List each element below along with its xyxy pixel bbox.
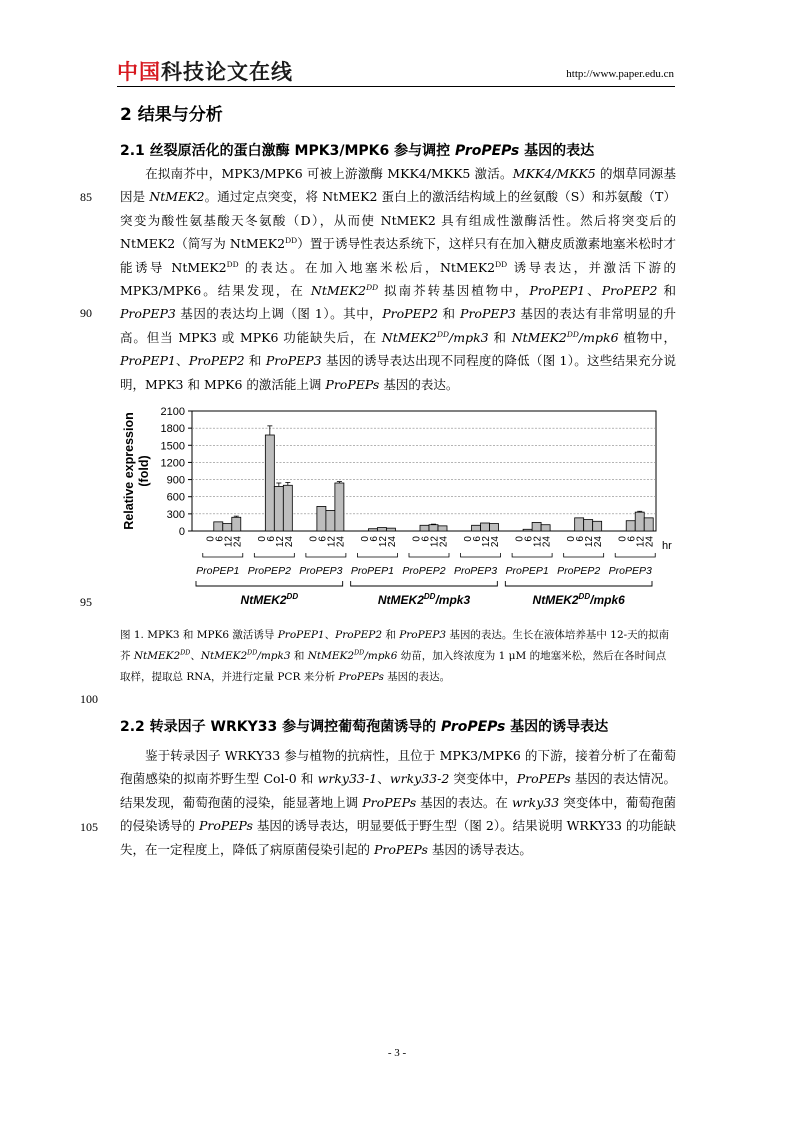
bar [232, 517, 241, 531]
bar [274, 486, 283, 531]
time-tick-label: 6 [575, 536, 587, 542]
bar [265, 435, 274, 531]
bar [317, 506, 326, 531]
group-bracket [203, 553, 243, 557]
gene-label: ProPEP3 [608, 565, 652, 577]
panel-bracket [351, 581, 498, 586]
line-number: 95 [80, 595, 92, 609]
y-axis-label-unit: (fold) [137, 455, 151, 487]
bar [532, 522, 541, 531]
y-tick-label: 0 [178, 526, 185, 538]
time-tick-label: 24 [593, 536, 605, 548]
group-bracket [357, 553, 397, 557]
bar [283, 485, 292, 531]
time-tick-label: 0 [308, 536, 320, 542]
bar [541, 525, 550, 531]
time-tick-label: 0 [617, 536, 629, 542]
time-tick-label: 0 [514, 536, 526, 542]
group-bracket [564, 553, 604, 557]
y-tick-label: 1200 [160, 457, 185, 470]
panel-label: $NtMEK2^{DD}/mpk6$ [532, 592, 625, 607]
gene-label: ProPEP2 [247, 565, 291, 577]
time-tick-label: 12 [429, 536, 441, 548]
bar [490, 524, 499, 531]
time-tick-label: 24 [438, 536, 450, 548]
bar [429, 525, 438, 531]
bar [472, 525, 481, 531]
paragraph-2-2: 鉴于转录因子 WRKY33 参与植物的抗病性，且位于 MPK3/MPK6 的下游，接着分析了在葡萄孢菌感染的拟南芥野生型 Col-0 和 wrky33-1、wrky33-2 突变体中，ProPEPs 基因的表达情况。结果发现，葡萄孢菌的浸染，能显著地上调 ProPEPs 基因的表达。在 wrky33 突变体中，葡萄孢菌的侵染诱导的 ProPEPs 基因的诱导表达，明显要低于野生型（图 2）。结果说明 WRKY33 的功能缺失，在一定程度上，降低了病原菌侵染引起的 ProPEPs 基因的诱导表达。 [120, 748, 676, 857]
time-tick-label: 12 [532, 536, 544, 548]
bar [214, 522, 223, 531]
time-tick-label: 0 [566, 536, 578, 542]
gene-label: ProPEP3 [453, 565, 498, 577]
group-bracket [512, 553, 552, 557]
line-number: 105 [80, 820, 98, 834]
y-tick-label: 1800 [160, 423, 185, 436]
panel-bracket [196, 581, 343, 586]
time-tick-label: 12 [635, 536, 647, 548]
line-number: 85 [80, 190, 92, 204]
time-tick-label: 12 [326, 536, 338, 548]
bar [626, 521, 635, 531]
time-tick-label: 0 [463, 536, 475, 542]
time-tick-label: 12 [377, 536, 389, 548]
time-tick-label: 24 [335, 536, 347, 548]
time-tick-label: 6 [317, 536, 329, 542]
time-tick-label: 24 [490, 536, 502, 548]
y-tick-label: 600 [166, 491, 185, 504]
time-tick-label: 6 [214, 536, 226, 542]
bar [420, 525, 429, 531]
paragraph-2-1: 在拟南芥中，MPK3/MPK6 可被上游激酶 MKK4/MKK5 激活。MKK4/MKK5 的烟草同源基因是 NtMEK2。通过定点突变，将 NtMEK2 蛋白上的激活结构域上的丝氨酸（S）和苏氨酸（T）突变为酸性氨基酸天冬氨酸（D），从而使 NtMEK2 具有组成性激酶活性。然后将突变后的 NtMEK2（简写为 $NtMEK2^{DD}$）置于诱导性表达系统下，这样只有在加入糖皮质激素地塞米松时才能诱导 $NtMEK2^{DD}$ 的表达。在加入地塞米松后，$NtMEK2^{DD}$ 诱导表达，并激活下游的 MPK3/MPK6。结果发现，在 $NtMEK2^{DD}$ 拟南芥转基因植物中，ProPEP1、ProPEP2 和 ProPEP3 基因的表达均上调（图 1）。其中，ProPEP2 和 ProPEP3 基因的表达有非常明显的升高。但当 MPK3 或 MPK6 功能缺失后，在 $NtMEK2^{DD}/mpk3$ 和 $NtMEK2^{DD}/mpk6$ 植物中，ProPEP1、ProPEP2 和 ProPEP3 基因的诱导表达出现不同程度的降低（图 1）。这些结果充分说明，MPK3 和 MPK6 的激活能上调 ProPEPs 基因的表达。 [120, 166, 676, 392]
bar [593, 521, 602, 531]
journal-logo: 中国科技论文在线 [117, 60, 293, 84]
time-tick-label: 0 [256, 536, 268, 542]
gene-label: ProPEP2 [402, 565, 446, 577]
group-bracket [306, 553, 346, 557]
plot-frame [192, 411, 656, 531]
time-tick-label: 0 [205, 536, 217, 542]
gene-label: ProPEP1 [196, 565, 240, 577]
bar [575, 518, 584, 531]
bar [377, 528, 386, 531]
time-tick-label: 6 [368, 536, 380, 542]
header-rule [117, 86, 675, 87]
time-tick-label: 6 [472, 536, 484, 542]
page-number: - 3 - [387, 1047, 407, 1059]
y-tick-label: 900 [166, 474, 185, 487]
subsection-title-2-1: 2.1 丝裂原活化的蛋白激酶 MPK3/MPK6 参与调控 ProPEPs 基因的表达 [120, 143, 595, 159]
bar [584, 520, 593, 531]
bar [644, 518, 653, 531]
time-tick-label: 6 [265, 536, 277, 542]
panel-label: $NtMEK2^{DD}$ [240, 592, 299, 607]
time-tick-label: 24 [283, 536, 295, 548]
bar [386, 528, 395, 531]
y-tick-label: 2100 [160, 406, 185, 418]
line-number: 90 [80, 306, 92, 320]
bar [368, 529, 377, 531]
header-url[interactable]: http://www.paper.edu.cn [566, 68, 674, 80]
time-tick-label: 24 [232, 536, 244, 548]
time-tick-label: 12 [584, 536, 596, 548]
y-tick-label: 1500 [160, 440, 185, 453]
time-tick-label: 24 [644, 536, 656, 548]
gene-label: ProPEP3 [299, 565, 343, 577]
time-tick-label: 12 [223, 536, 235, 548]
gene-label: ProPEP1 [505, 565, 549, 577]
time-tick-label: 12 [481, 536, 493, 548]
bar [481, 523, 490, 531]
time-tick-label: 6 [523, 536, 535, 542]
time-tick-label: 24 [386, 536, 398, 548]
gene-label: ProPEP2 [557, 565, 601, 577]
y-tick-label: 300 [166, 508, 185, 521]
figure-1-chart [112, 402, 686, 614]
time-tick-label: 12 [274, 536, 286, 548]
bar [223, 524, 232, 531]
time-tick-label: 6 [420, 536, 432, 542]
panel-bracket [505, 581, 652, 586]
bar [635, 512, 644, 531]
group-bracket [461, 553, 501, 557]
time-tick-label: 0 [359, 536, 371, 542]
figure-caption: 图 1. MPK3 和 MPK6 激活诱导 ProPEP1、ProPEP2 和 ProPEP3 基因的表达。生长在液体培养基中 12-天的拟南芥 $NtMEK2^{DD}$、$NtMEK2^{DD}/mpk3$ 和 $NtMEK2^{DD}/mpk6$ 幼苗，加入终浓度为 1 μM 的地塞米松，然后在各时间点取样，提取总 RNA，并进行定量 PCR 来分析 ProPEPs 基因的表达。 [120, 629, 670, 683]
bar [438, 526, 447, 531]
section-title: 2 结果与分析 [120, 105, 223, 125]
time-unit-label: hr [662, 540, 672, 552]
gene-label: ProPEP1 [350, 565, 395, 577]
bar [335, 483, 344, 531]
time-tick-label: 6 [626, 536, 638, 542]
bar [326, 510, 335, 531]
subsection-title-2-2: 2.2 转录因子 WRKY33 参与调控葡萄孢菌诱导的 ProPEPs 基因的诱导表达 [120, 719, 609, 735]
group-bracket [409, 553, 449, 557]
panel-label: $NtMEK2^{DD}/mpk3$ [377, 592, 471, 607]
time-tick-label: 0 [411, 536, 423, 542]
time-tick-label: 24 [541, 536, 553, 548]
group-bracket [615, 553, 655, 557]
y-axis-label: Relative expression [122, 412, 136, 530]
line-number: 100 [80, 692, 98, 706]
group-bracket [254, 553, 294, 557]
bar [523, 529, 532, 531]
